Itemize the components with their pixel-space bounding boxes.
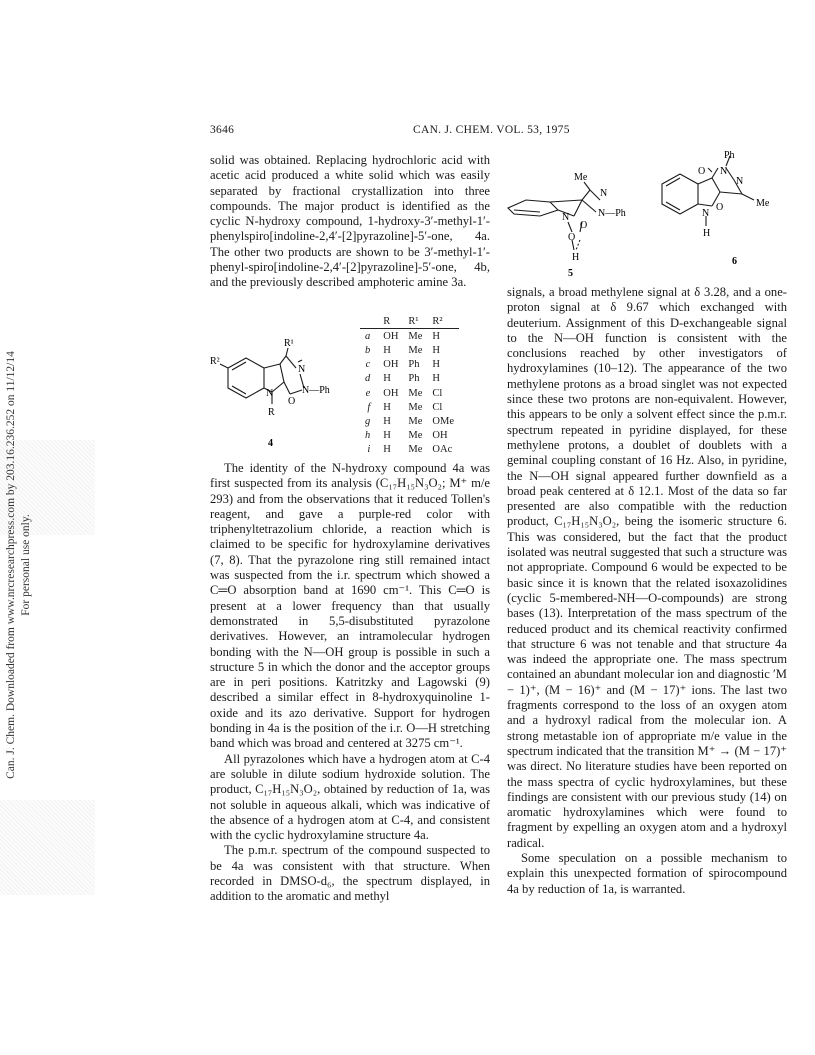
table-row	[360, 329, 459, 343]
cell-r2: OH	[432, 430, 448, 442]
table-row	[360, 343, 459, 357]
row-key: a	[365, 330, 371, 342]
page-number: 3646	[210, 124, 235, 136]
col-header-r: R	[383, 315, 391, 327]
atom-h: H	[572, 252, 580, 263]
paragraph: Some speculation on a possible mechanism to explain this unexpected formation of spirocompound 4a by reduction of 1a, is warranted.	[507, 850, 787, 896]
col-header-r2: R²	[432, 315, 443, 327]
atom-n-phenyl: N—Ph	[302, 385, 330, 396]
cell-r1: Me	[408, 415, 423, 427]
cell-r1: Ph	[408, 359, 420, 371]
cell-r: H	[383, 444, 391, 456]
table-row	[360, 372, 459, 386]
table-row	[360, 429, 459, 443]
cell-r: H	[383, 401, 391, 413]
table-header-row	[360, 314, 459, 329]
row-key: g	[365, 415, 371, 427]
cell-r2: H	[432, 373, 441, 385]
cell-r2: H	[432, 344, 441, 356]
paragraph: The p.m.r. spectrum of the compound suspected to be 4a was consistent with that structure. When recorded in DMSO-d₆, the spectrum displayed, in addition to the aromatic and methyl	[210, 843, 490, 904]
atom-o-hydroxy: O	[568, 232, 576, 243]
atom-n-ring: N	[702, 208, 710, 219]
cell-r1: Me	[408, 401, 423, 413]
atom-r2: R²	[210, 356, 220, 367]
right-column	[507, 285, 787, 897]
atom-o-carbonyl: O	[698, 166, 706, 177]
structure-5-label: 5	[568, 268, 573, 279]
cell-r2: OAc	[432, 444, 453, 456]
cell-r1: Me	[408, 330, 423, 342]
structure-6-diagram	[650, 148, 800, 272]
download-notice-line2: For personal use only.	[20, 514, 32, 616]
table-row	[360, 443, 459, 457]
atom-n-phenyl: N—Ph	[598, 208, 626, 219]
cell-r: H	[383, 430, 391, 442]
row-key: i	[367, 444, 371, 456]
cell-r1: Me	[408, 444, 423, 456]
paragraph: All pyrazolones which have a hydrogen atom at C-4 are soluble in dilute sodium hydroxide solution. The product, C₁₇H₁₅N₃O₂, obtained by reduction of 1a, was not soluble in aqueous alkali, which was indicative of the absence of a hydrogen atom at C-4, and consistent with the cyclic hydroxylamine structure 4a.	[210, 751, 490, 843]
cell-r1: Me	[408, 387, 423, 399]
cell-r1: Me	[408, 344, 423, 356]
table-row	[360, 414, 459, 428]
atom-o-carbonyl: O	[580, 220, 588, 231]
atom-n-pyrazoline: N	[298, 364, 306, 375]
cell-r1: Me	[408, 430, 423, 442]
atom-n-indoline: N	[562, 212, 570, 223]
cell-r2: H	[432, 330, 441, 342]
running-title: CAN. J. CHEM. VOL. 53, 1975	[413, 124, 570, 136]
row-key: b	[365, 344, 371, 356]
row-key: c	[365, 359, 371, 371]
cell-r2: H	[432, 359, 441, 371]
cell-r2: Cl	[432, 401, 443, 413]
paragraph: solid was obtained. Replacing hydrochloric acid with acetic acid produced a white solid which was easily separated by fractional crystallization into three compounds. The major product is identified as the cyclic N-hydroxy compound, 1-hydroxy-3′-methyl-1′-phenylspiro[indoline-2,4′-[2]pyrazoline]-5′-one, 4a. The other two products are shown to be 3′-methyl-1′-phenyl-spiro[indoline-2,4′-[2]pyrazoline]-5′-one, 4b, and the previously described amphoteric amine 3a.	[210, 153, 490, 290]
cell-r2: OMe	[432, 415, 455, 427]
row-key: d	[365, 373, 371, 385]
atom-r: R	[268, 407, 275, 418]
structure-5-diagram	[500, 150, 650, 279]
row-key: e	[365, 387, 371, 399]
paragraph: The identity of the N-hydroxy compound 4a was first suspected from its analysis (C₁₇H₁₅N₃O₂; M⁺ m/e 293) and from the observations that it reduced Tollen's reagent, and gave a purple-red color with triphenyltetrazolium chloride, a reaction which is claimed to be specific for hydroxylamine derivatives (7, 8). That the pyrazolone ring still remained intact was suspected from the i.r. spectrum which showed a C═O absorption band at 1690 cm⁻¹. This C═O is present at a lower frequency than that usually demonstrated in 5,5-disubstituted pyrazolone derivatives. However, an intramolecular hydrogen bonding with the N—OH group is possible in such a structure 5 in which the donor and the acceptor groups are in peri positions. Katritzky and Lagowski (9) described a similar effect in 8-hydroxyquinoline 1-oxide and its azo derivative. Support for hydrogen bonding in 4a is the position of the i.r. O—H stretching band which was broad and centered at 3275 cm⁻¹.	[210, 461, 490, 751]
left-column-top	[210, 153, 490, 291]
atom-n1: N	[720, 166, 728, 177]
structure-6-label: 6	[732, 256, 737, 267]
download-notice-line1: Can. J. Chem. Downloaded from www.nrcresearchpress.com by 203.16.236.252 on 11/12/14	[5, 351, 17, 779]
atom-h: H	[703, 228, 711, 239]
col-header-r1: R¹	[408, 315, 419, 327]
structure-4-diagram	[210, 336, 360, 456]
substituent-table	[360, 314, 490, 457]
cell-r: OH	[383, 359, 399, 371]
row-key: h	[365, 430, 371, 442]
atom-n: N	[600, 188, 608, 199]
cell-r: OH	[383, 387, 399, 399]
atom-ph: Ph	[724, 150, 735, 161]
cell-r: H	[383, 344, 391, 356]
atom-n-indoline: N	[266, 388, 274, 399]
atom-me: Me	[574, 172, 588, 183]
cell-r2: Cl	[432, 387, 443, 399]
atom-o: O	[288, 396, 296, 407]
atom-r1: R¹	[284, 338, 294, 349]
cell-r: H	[383, 415, 391, 427]
cell-r: OH	[383, 330, 399, 342]
row-key: f	[367, 401, 371, 413]
cell-r1: Ph	[408, 373, 420, 385]
atom-me: Me	[756, 198, 770, 209]
table-row	[360, 386, 459, 400]
paragraph: signals, a broad methylene signal at δ 3.28, and a one-proton signal at δ 9.67 which exchanged with deuterium. Assignment of this D-exchangeable signal to the N—OH function is consistent with the conclusions reached by other investigators of hydroxylamines (10–12). The appearance of the two methylene protons as a broad singlet was not expected since these two protons are non-equivalent. However, this appears to be only a solvent effect since the p.m.r. spectrum repeated in pyridine displayed, for these methylene protons, a doublet of doublets with a geminal coupling constant of 16 Hz. Also, in pyridine, the N—OH signal appeared further downfield as a broad peak centered at δ 12.1. Most of the data so far presented are also compatible with the reduction product, C₁₇H₁₅N₃O₂, being the isomeric structure 6. This was considered, but the fact that the product isolated was neutral suggested that such a structure was not appropriate. Compound 6 would be expected to be basic since it is known that the related isoxazolidines (cyclic 5-membered-NH—O-compounds) are strong bases (13). Interpretation of the mass spectrum of the reduced product and its chemical reactivity confirmed that structure 6 was not tenable and that structure 4a was indeed the appropriate one. The mass spectrum contained an abundant molecular ion and diagnostic ′M − 1)⁺, (M − 16)⁺ and (M − 17)⁺ ions. The last two fragments correspond to the loss of an oxygen atom and a hydroxyl radical from the molecular ion. A strong metastable ion of appropriate m/e value in the spectrum indicated that the transition M⁺ → (M − 17)⁺ was direct. No literature studies have been reported on the mass spectra of cyclic hydroxylamines, but these findings are consistent with our previous study (14) on aromatic hydroxylamines which were found to fragment by expelling an oxygen atom and a hydroxyl radical.	[507, 285, 787, 850]
atom-o-ring: O	[716, 202, 724, 213]
table-row	[360, 358, 459, 372]
download-notice	[4, 175, 44, 955]
structure-4-label: 4	[268, 438, 273, 449]
table-row	[360, 400, 459, 414]
left-column-bottom	[210, 461, 490, 905]
cell-r: H	[383, 373, 391, 385]
atom-n2: N	[736, 176, 744, 187]
